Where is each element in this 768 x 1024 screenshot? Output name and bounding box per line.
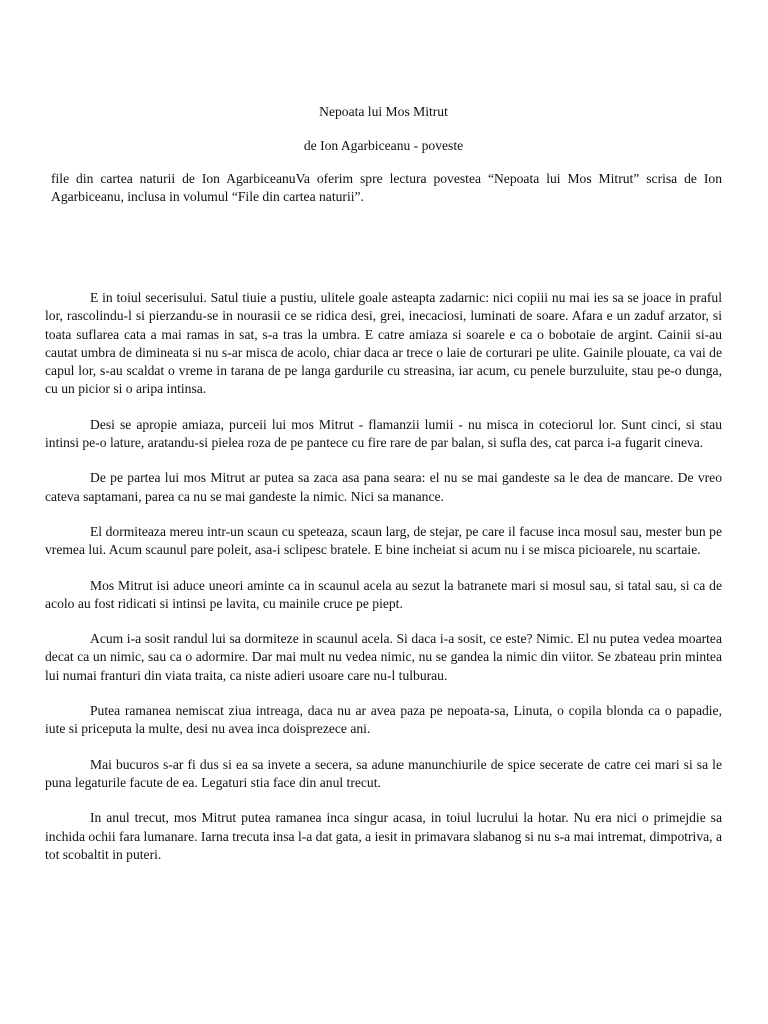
story-paragraph: Desi se apropie amiaza, purceii lui mos Mitrut - flamanzii lumii - nu misca in coteciorul lor. Sunt cinci, si stau intinsi pe-o lature, aratandu-si pielea roza de pe pantece cu fire rare de par balan, si sufla des, cat parca i-a fugarit cineva. (45, 416, 722, 451)
story-paragraph: Acum i-a sosit randul lui sa dormiteze in scaunul acela. Si daca i-a sosit, ce este? Nimic. El nu putea vedea moartea decat ca un nimic, sau ca o adormire. Dar mai mult nu vedea nimic, nu se gandea la nimic din viitor. Se zbateau prin mintea lui numai franturi din viata traita, ca niste adieri usoare care nu-l tulburau. (45, 631, 722, 683)
story-paragraph: E in toiul secerisului. Satul tiuie a pustiu, ulitele goale asteapta zadarnic: nici copiii nu mai ies sa se joace in praful lor, rascolindu-l si pierzandu-se in nourasii ce se ridica desi, grei, inecaciosi, luminati de soare. Afara e un zaduf arzator, si toata suflarea cata a mai ramas in sat, s-a tras la umbra. E catre amiaza si soarele e ca o bobotaie de argint. Cainii si-au cautat umbra de dimineata si nu s-ar misca de acolo, chiar daca ar trece o laie de corturari pe ulite. Gainile plouate, ca vai de capul lor, s-au scaldat o vreme in tarana de pe langa gardurile cu streasina, iar acum, cu penele burzuluite, stau pe-o dunga, cu un picior si o aripa intinsa. (45, 290, 722, 397)
intro-paragraph: file din cartea naturii de Ion AgarbiceanuVa oferim spre lectura povestea “Nepoata lui Mos Mitrut” scrisa de Ion Agarbiceanu, inclusa in volumul “File din cartea naturii”. (51, 171, 722, 204)
story-paragraph: Putea ramanea nemiscat ziua intreaga, daca nu ar avea paza pe nepoata-sa, Linuta, o copila blonda ca o papadie, iute si priceputa la multe, desi nu avea inca doisprezece ani. (45, 703, 722, 737)
story-paragraph: Mos Mitrut isi aduce uneori aminte ca in scaunul acela au sezut la batranete mari si mosul sau, si tatal sau, si ca de acolo au fost ridicati si intinsi pe lavita, cu mainile cruce pe piept. (45, 577, 722, 611)
story-paragraph: In anul trecut, mos Mitrut putea ramanea inca singur acasa, in toiul lucrului la hotar. Nu era nici o primejdie sa inchida ochii fara lumanare. Iarna trecuta insa l-a dat gata, a iesit in primavara slabanog si nu s-a mai intremat, dimpotriva, a tot scobaltit in puteri. (45, 810, 722, 862)
document-title: Nepoata lui Mos Mitrut (319, 104, 448, 119)
story-paragraph: De pe partea lui mos Mitrut ar putea sa zaca asa pana seara: el nu se mai gandeste sa le dea de mancare. De vreo cateva saptamani, parea ca nu se mai gandeste la nimic. Nici sa manance. (45, 470, 722, 504)
story-paragraph: El dormiteaza mereu intr-un scaun cu speteaza, scaun larg, de stejar, pe care il facuse inca mosul sau, mester bun pe vremea lui. Acum scaunul pare poleit, asa-i sclipesc bratele. E bine incheiat si acum nu i se misca picioarele, nu scartaie. (45, 523, 722, 558)
document-subtitle: de Ion Agarbiceanu - poveste (303, 138, 464, 153)
story-body (45, 289, 722, 881)
story-paragraph: Mai bucuros s-ar fi dus si ea sa invete a secera, sa adune manunchiurile de spice secerate de catre cei mari si sa le puna legaturile facute de ea. Legaturi stia face din anul trecut. (45, 756, 722, 790)
